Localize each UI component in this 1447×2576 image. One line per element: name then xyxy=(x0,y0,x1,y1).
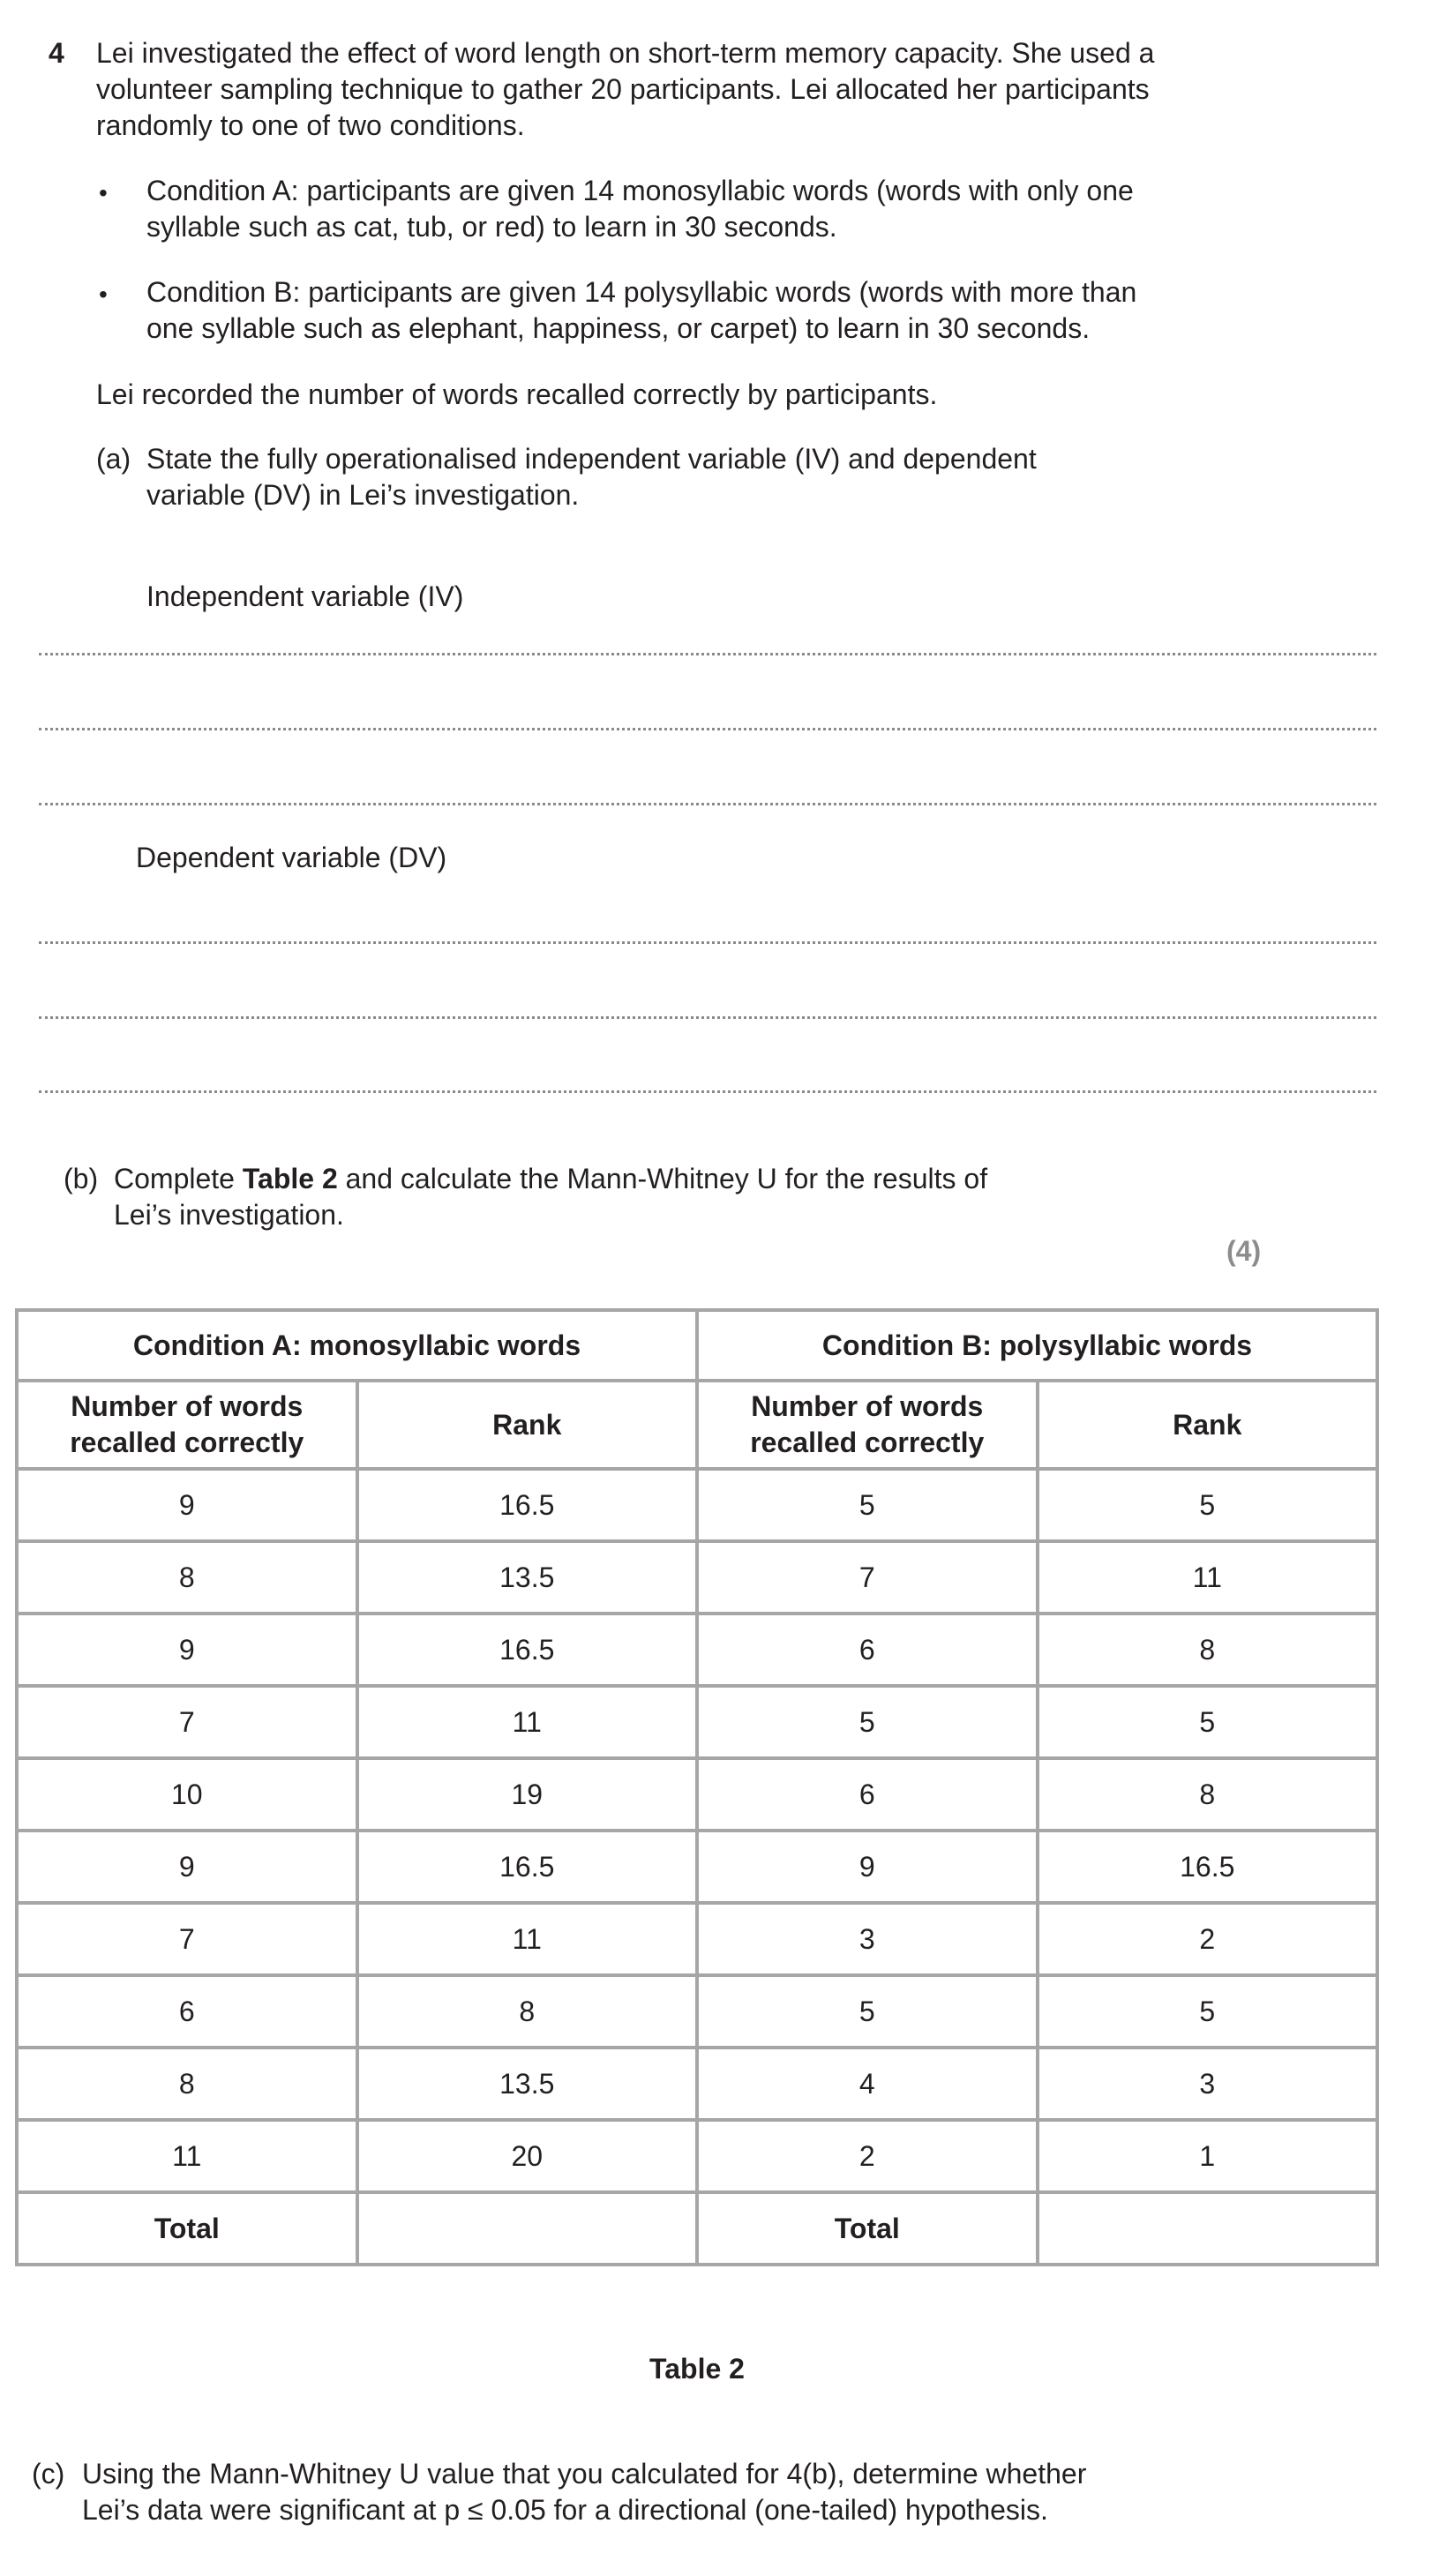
rank-b-cell: 8 xyxy=(1038,1614,1378,1686)
words-a-cell: 9 xyxy=(17,1831,357,1903)
table-total-row xyxy=(17,2192,1377,2265)
words-b-cell: 9 xyxy=(697,1831,1038,1903)
bullet-line: one syllable such as elephant, happiness, or carpet) to learn in 30 seconds. xyxy=(146,312,1091,344)
words-b-cell: 4 xyxy=(697,2048,1038,2120)
col-rank-b: Rank xyxy=(1038,1381,1378,1469)
dv-answer-line[interactable] xyxy=(39,1016,1376,1019)
dv-label: Dependent variable (DV) xyxy=(136,842,447,873)
bullet-icon: • xyxy=(99,281,108,308)
words-a-cell: 11 xyxy=(17,2120,357,2192)
table-row xyxy=(17,1903,1377,1975)
table-header-row xyxy=(17,1310,1377,1381)
words-b-cell: 6 xyxy=(697,1614,1038,1686)
intro-line: volunteer sampling technique to gather 20 participants. Lei allocated her participants xyxy=(96,73,1150,105)
words-b-cell: 5 xyxy=(697,1469,1038,1541)
col-header-line: recalled correctly xyxy=(750,1427,985,1458)
table-row xyxy=(17,1758,1377,1831)
bullet-line: Condition A: participants are given 14 monosyllabic words (words with only one xyxy=(146,175,1134,206)
words-a-cell: 6 xyxy=(17,1975,357,2048)
iv-answer-line[interactable] xyxy=(39,653,1376,655)
words-b-cell: 6 xyxy=(697,1758,1038,1831)
part-c-prompt xyxy=(82,2456,1086,2528)
rank-a-cell: 19 xyxy=(357,1758,698,1831)
words-a-cell: 10 xyxy=(17,1758,357,1831)
table-row xyxy=(17,1469,1377,1541)
recorded-statement: Lei recorded the number of words recalled correctly by participants. xyxy=(96,378,938,410)
part-a-prompt xyxy=(146,441,1037,513)
rank-a-cell: 16.5 xyxy=(357,1614,698,1686)
part-b-prompt xyxy=(114,1161,987,1233)
bullet-condition-a xyxy=(146,173,1134,245)
table-row xyxy=(17,1831,1377,1903)
rank-a-cell: 16.5 xyxy=(357,1469,698,1541)
rank-b-cell: 11 xyxy=(1038,1541,1378,1614)
rank-a-cell: 11 xyxy=(357,1686,698,1758)
words-a-cell: 8 xyxy=(17,2048,357,2120)
col-header-line: recalled correctly xyxy=(70,1427,304,1458)
rank-a-cell: 13.5 xyxy=(357,2048,698,2120)
results-table xyxy=(15,1308,1379,2266)
words-b-cell: 7 xyxy=(697,1541,1038,1614)
words-a-cell: 8 xyxy=(17,1541,357,1614)
col-header-line: Number of words xyxy=(71,1390,304,1422)
prompt-text: and calculate the Mann-Whitney U for the results of xyxy=(337,1163,988,1194)
col-words-b xyxy=(697,1381,1038,1469)
part-c-label: (c) xyxy=(32,2458,65,2490)
rank-b-cell: 2 xyxy=(1038,1903,1378,1975)
words-a-cell: 9 xyxy=(17,1614,357,1686)
prompt-line: variable (DV) in Lei’s investigation. xyxy=(146,479,580,511)
total-label-a: Total xyxy=(17,2192,357,2265)
rank-b-cell: 5 xyxy=(1038,1686,1378,1758)
rank-b-cell: 1 xyxy=(1038,2120,1378,2192)
rank-a-cell: 11 xyxy=(357,1903,698,1975)
table-row xyxy=(17,1686,1377,1758)
prompt-line: State the fully operationalised independent variable (IV) and dependent xyxy=(146,443,1037,475)
words-b-cell: 2 xyxy=(697,2120,1038,2192)
part-b-label: (b) xyxy=(64,1163,99,1194)
prompt-text: Complete xyxy=(114,1163,243,1194)
prompt-line xyxy=(114,1161,987,1197)
bullet-condition-b xyxy=(146,274,1136,347)
total-label-b: Total xyxy=(697,2192,1038,2265)
words-a-cell: 9 xyxy=(17,1469,357,1541)
col-header-line: Number of words xyxy=(751,1390,984,1422)
total-rank-a-cell[interactable] xyxy=(357,2192,698,2265)
table-caption: Table 2 xyxy=(649,2353,745,2385)
rank-a-cell: 16.5 xyxy=(357,1831,698,1903)
rank-b-cell: 5 xyxy=(1038,1975,1378,2048)
condition-a-header: Condition A: monosyllabic words xyxy=(17,1310,697,1381)
prompt-line: Lei’s investigation. xyxy=(114,1199,344,1231)
rank-a-cell: 8 xyxy=(357,1975,698,2048)
rank-b-cell: 16.5 xyxy=(1038,1831,1378,1903)
table-row xyxy=(17,1614,1377,1686)
rank-b-cell: 5 xyxy=(1038,1469,1378,1541)
col-words-a xyxy=(17,1381,357,1469)
table-row xyxy=(17,2048,1377,2120)
prompt-line: Using the Mann-Whitney U value that you calculated for 4(b), determine whether xyxy=(82,2458,1087,2490)
iv-answer-line[interactable] xyxy=(39,728,1376,730)
question-number: 4 xyxy=(49,37,64,69)
words-b-cell: 3 xyxy=(697,1903,1038,1975)
dv-answer-line[interactable] xyxy=(39,941,1376,944)
dv-answer-line[interactable] xyxy=(39,1090,1376,1093)
rank-a-cell: 13.5 xyxy=(357,1541,698,1614)
bullet-line: Condition B: participants are given 14 polysyllabic words (words with more than xyxy=(146,276,1137,308)
table-row xyxy=(17,1541,1377,1614)
words-a-cell: 7 xyxy=(17,1903,357,1975)
rank-b-cell: 8 xyxy=(1038,1758,1378,1831)
table-row xyxy=(17,1975,1377,2048)
total-rank-b-cell[interactable] xyxy=(1038,2192,1378,2265)
table-reference: Table 2 xyxy=(242,1163,338,1194)
iv-answer-line[interactable] xyxy=(39,803,1376,805)
iv-label: Independent variable (IV) xyxy=(146,580,464,612)
rank-b-cell: 3 xyxy=(1038,2048,1378,2120)
table-subheader-row xyxy=(17,1381,1377,1469)
marks-badge: (4) xyxy=(1226,1235,1262,1267)
words-a-cell: 7 xyxy=(17,1686,357,1758)
words-b-cell: 5 xyxy=(697,1975,1038,2048)
col-rank-a: Rank xyxy=(357,1381,698,1469)
prompt-line: Lei’s data were significant at p ≤ 0.05 for a directional (one-tailed) hypothesis. xyxy=(82,2494,1048,2526)
bullet-line: syllable such as cat, tub, or red) to learn in 30 seconds. xyxy=(146,211,837,243)
words-b-cell: 5 xyxy=(697,1686,1038,1758)
part-a-label: (a) xyxy=(96,443,131,475)
intro-line: Lei investigated the effect of word length on short-term memory capacity. She used a xyxy=(96,37,1155,69)
condition-b-header: Condition B: polysyllabic words xyxy=(697,1310,1377,1381)
rank-a-cell: 20 xyxy=(357,2120,698,2192)
table-row xyxy=(17,2120,1377,2192)
question-intro xyxy=(96,35,1154,144)
intro-line: randomly to one of two conditions. xyxy=(96,109,525,141)
bullet-icon: • xyxy=(99,179,108,206)
